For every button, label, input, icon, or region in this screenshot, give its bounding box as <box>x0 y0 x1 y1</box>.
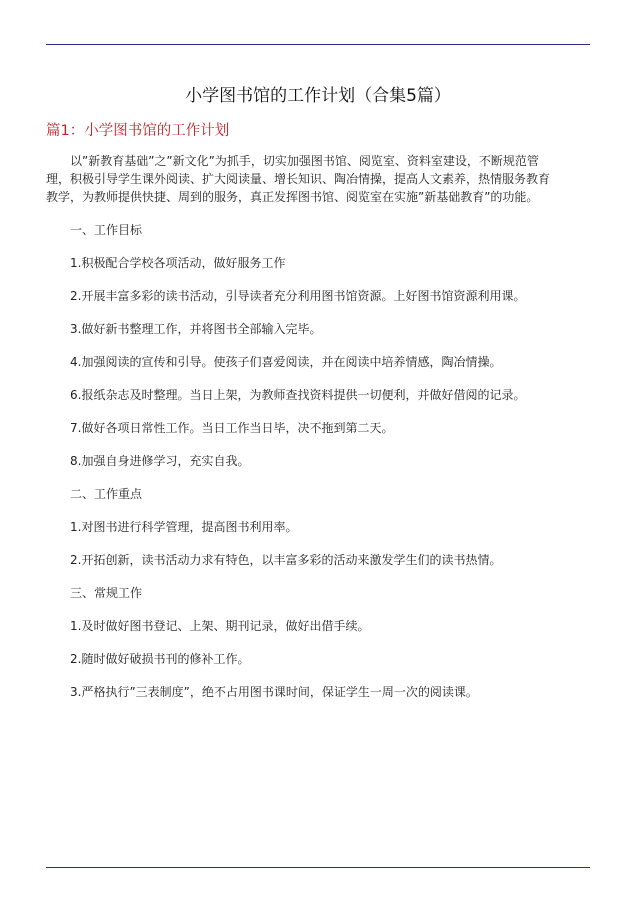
routine-item: 3.严格执行”三表制度”，绝不占用图书课时间，保证学生一周一次的阅读课。 <box>70 685 478 699</box>
header-rule <box>46 44 590 45</box>
footer-rule <box>46 867 590 868</box>
focus-item: 2.开拓创新，读书活动力求有特色，以丰富多彩的活动来激发学生们的读书热情。 <box>70 553 502 567</box>
goal-item: 8.加强自身进修学习，充实自我。 <box>70 454 250 468</box>
routine-item: 2.随时做好破损书刊的修补工作。 <box>70 652 250 666</box>
intro-paragraph: 以”新教育基础”之”新文化”为抓手，切实加强图书馆、阅览室、资料室建设，不断规范管理，积极引导学生课外阅读、扩大阅读量、增长知识、陶冶情操，提高人文素养，热情服务教育教学，为教师提供快捷、周到的服务，真正发挥图书馆、阅览室在实施”新基础教育”的功能。 <box>46 154 551 204</box>
goal-item: 3.做好新书整理工作，并将图书全部输入完毕。 <box>70 322 322 336</box>
goal-item: 1.积极配合学校各项活动，做好服务工作 <box>70 256 286 270</box>
goal-item: 6.报纸杂志及时整理。当日上架，为教师查找资料提供一切便利，并做好借阅的记录。 <box>70 388 526 402</box>
heading-focus: 二、工作重点 <box>70 487 143 501</box>
document-title: 小学图书馆的工作计划（合集5篇） <box>185 86 451 106</box>
goal-item: 7.做好各项日常性工作。当日工作当日毕，决不拖到第二天。 <box>70 421 394 435</box>
document-body <box>46 152 558 716</box>
heading-goals: 一、工作目标 <box>70 223 143 237</box>
routine-item: 1.及时做好图书登记、上架、期刊记录，做好出借手续。 <box>70 619 370 633</box>
goal-item: 4.加强阅读的宣传和引导。使孩子们喜爱阅读，并在阅读中培养情感，陶冶情操。 <box>70 355 502 369</box>
heading-routine: 三、常规工作 <box>70 586 143 600</box>
focus-item: 1.对图书进行科学管理，提高图书利用率。 <box>70 520 298 534</box>
section-title: 篇1：小学图书馆的工作计划 <box>46 123 230 139</box>
goal-item: 2.开展丰富多彩的读书活动，引导读者充分利用图书馆资源。上好图书馆资源利用课。 <box>70 289 526 303</box>
